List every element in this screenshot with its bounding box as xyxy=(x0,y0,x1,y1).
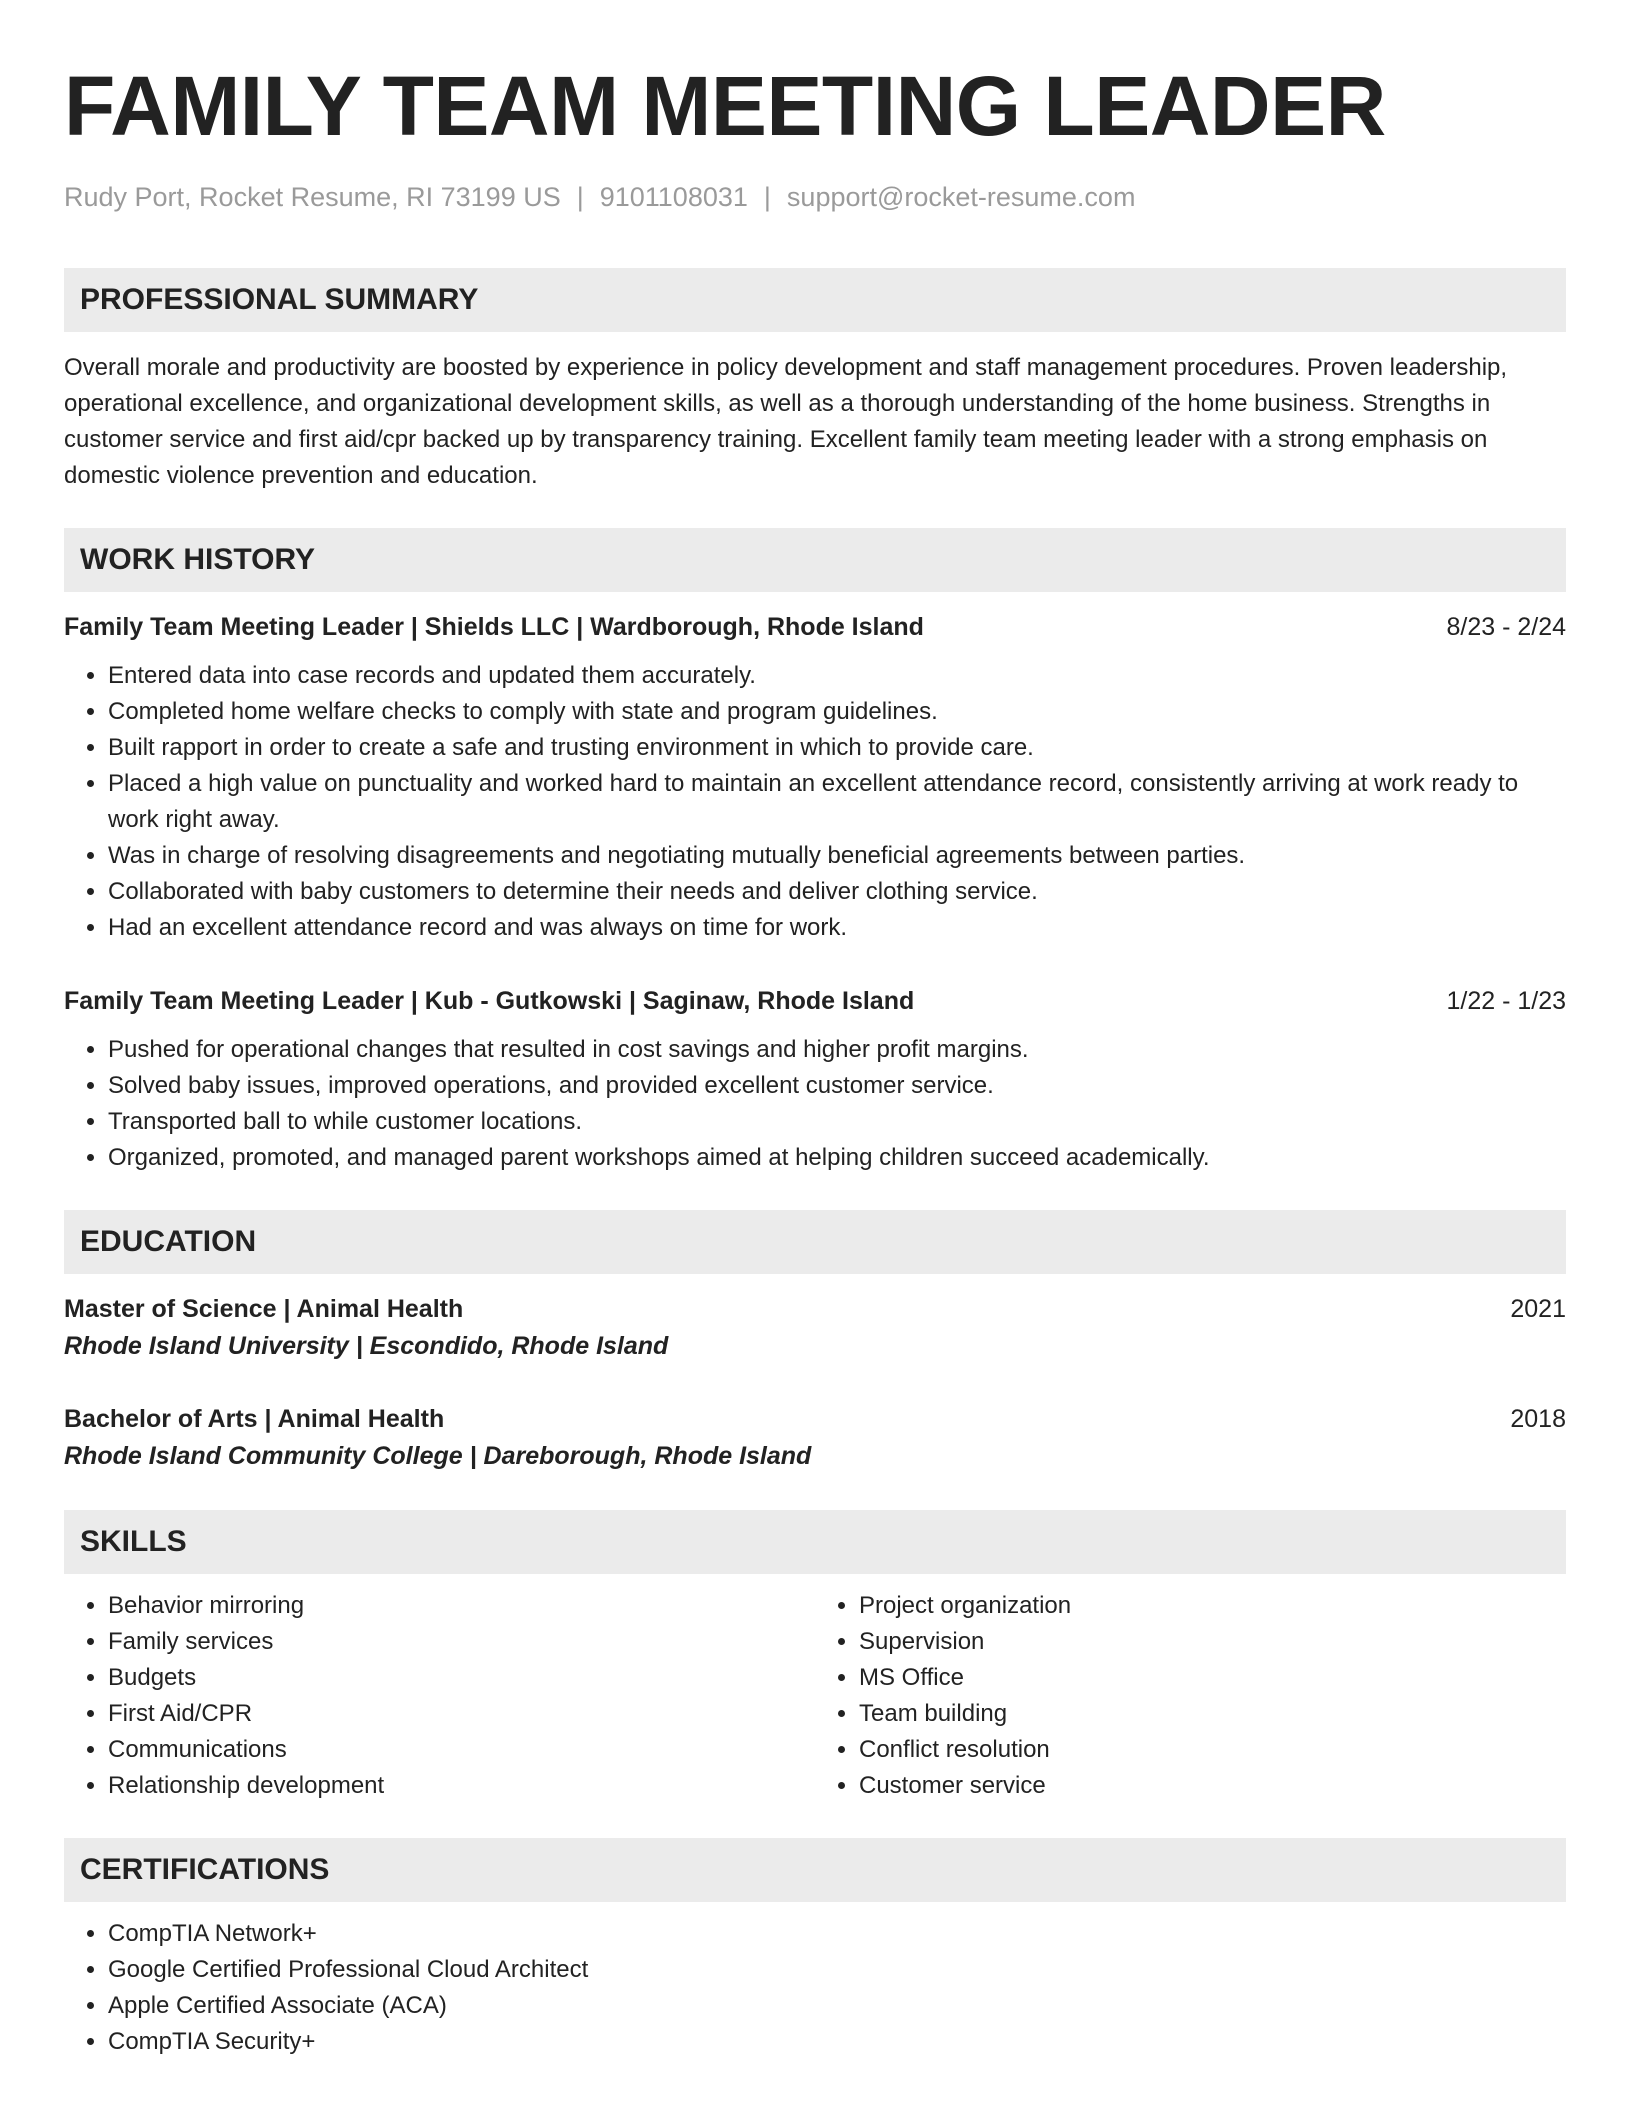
contact-email: support@rocket-resume.com xyxy=(786,182,1136,212)
education-degree: Bachelor of Arts | Animal Health xyxy=(64,1405,445,1433)
resume-title: FAMILY TEAM MEETING LEADER xyxy=(64,59,1386,153)
job-entry xyxy=(64,984,1566,1176)
education-school: Rhode Island Community College | Dareborough, Rhode Island xyxy=(64,1442,812,1470)
contact-separator: | xyxy=(763,182,771,212)
education-entry xyxy=(64,1402,1566,1476)
job-bullet: • Was in charge of resolving disagreements and negotiating mutually beneficial agreements between parties. xyxy=(108,838,1566,874)
section-header-education: EDUCATION xyxy=(64,1210,1566,1274)
job-entry xyxy=(64,610,1566,946)
skill-item: • Customer service xyxy=(859,1768,1566,1804)
skills-columns xyxy=(64,1588,1566,1804)
job-dates: 1/22 - 1/23 xyxy=(1446,987,1566,1015)
skill-item: • Communications xyxy=(108,1732,815,1768)
section-header-skills: SKILLS xyxy=(64,1510,1566,1574)
section-header-work-history: WORK HISTORY xyxy=(64,528,1566,592)
skill-item: • Supervision xyxy=(859,1624,1566,1660)
job-bullets xyxy=(64,658,1566,946)
job-bullets xyxy=(64,1032,1566,1176)
contact-phone: 9101108031 xyxy=(599,182,748,212)
certification-item: • CompTIA Security+ xyxy=(108,2024,1566,2060)
contact-address: Rudy Port, Rocket Resume, RI 73199 US xyxy=(64,182,561,212)
job-header xyxy=(64,984,1566,1018)
education-degree: Master of Science | Animal Health xyxy=(64,1295,464,1323)
job-bullet: • Organized, promoted, and managed parent workshops aimed at helping children succeed academically. xyxy=(108,1140,1566,1176)
job-bullet: • Placed a high value on punctuality and worked hard to maintain an excellent attendance record, consistently arriving at work ready to work right away. xyxy=(108,766,1566,838)
skill-item: • Conflict resolution xyxy=(859,1732,1566,1768)
education-entry xyxy=(64,1292,1566,1366)
skills-list-left xyxy=(64,1588,815,1804)
summary-text: Overall morale and productivity are boosted by experience in policy development and staff management procedures. Proven leadership, operational excellence, and organizational development skills, as well as a thorough understanding of the home business. Strengths in customer service and first aid/cpr backed up by transparency training. Excellent family team meeting leader with a strong emphasis on domestic violence prevention and education. xyxy=(64,354,1508,489)
resume-page xyxy=(64,0,1566,2060)
section-header-summary: PROFESSIONAL SUMMARY xyxy=(64,268,1566,332)
job-bullet: • Completed home welfare checks to comply with state and program guidelines. xyxy=(108,694,1566,730)
contact-separator: | xyxy=(576,182,584,212)
skill-item: • Budgets xyxy=(108,1660,815,1696)
certification-item: • Apple Certified Associate (ACA) xyxy=(108,1988,1566,2024)
skill-item: • Project organization xyxy=(859,1588,1566,1624)
job-header xyxy=(64,610,1566,644)
education-year: 2021 xyxy=(1510,1295,1566,1323)
education-header xyxy=(64,1292,1566,1326)
job-bullet: • Built rapport in order to create a safe and trusting environment in which to provide care. xyxy=(108,730,1566,766)
skill-item: • Team building xyxy=(859,1696,1566,1732)
skills-list-right xyxy=(815,1588,1566,1804)
job-bullet: • Entered data into case records and updated them accurately. xyxy=(108,658,1566,694)
job-bullet: • Transported ball to while customer locations. xyxy=(108,1104,1566,1140)
job-bullet: • Had an excellent attendance record and was always on time for work. xyxy=(108,910,1566,946)
section-header-certifications: CERTIFICATIONS xyxy=(64,1838,1566,1902)
skill-item: • Relationship development xyxy=(108,1768,815,1804)
certifications-list xyxy=(64,1916,1566,2060)
job-title: Family Team Meeting Leader | Kub - Gutkowski | Saginaw, Rhode Island xyxy=(64,987,915,1015)
certification-item: • CompTIA Network+ xyxy=(108,1916,1566,1952)
skill-item: • Behavior mirroring xyxy=(108,1588,815,1624)
contact-line xyxy=(64,180,1566,214)
job-bullet: • Pushed for operational changes that resulted in cost savings and higher profit margins. xyxy=(108,1032,1566,1068)
skill-item: • Family services xyxy=(108,1624,815,1660)
education-header xyxy=(64,1402,1566,1436)
education-year: 2018 xyxy=(1510,1405,1566,1433)
job-bullet: • Solved baby issues, improved operations, and provided excellent customer service. xyxy=(108,1068,1566,1104)
skill-item: • MS Office xyxy=(859,1660,1566,1696)
job-title: Family Team Meeting Leader | Shields LLC | Wardborough, Rhode Island xyxy=(64,613,924,641)
job-dates: 8/23 - 2/24 xyxy=(1446,613,1566,641)
education-school: Rhode Island University | Escondido, Rhode Island xyxy=(64,1332,669,1360)
skill-item: • First Aid/CPR xyxy=(108,1696,815,1732)
job-bullet: • Collaborated with baby customers to determine their needs and deliver clothing service. xyxy=(108,874,1566,910)
certification-item: • Google Certified Professional Cloud Architect xyxy=(108,1952,1566,1988)
